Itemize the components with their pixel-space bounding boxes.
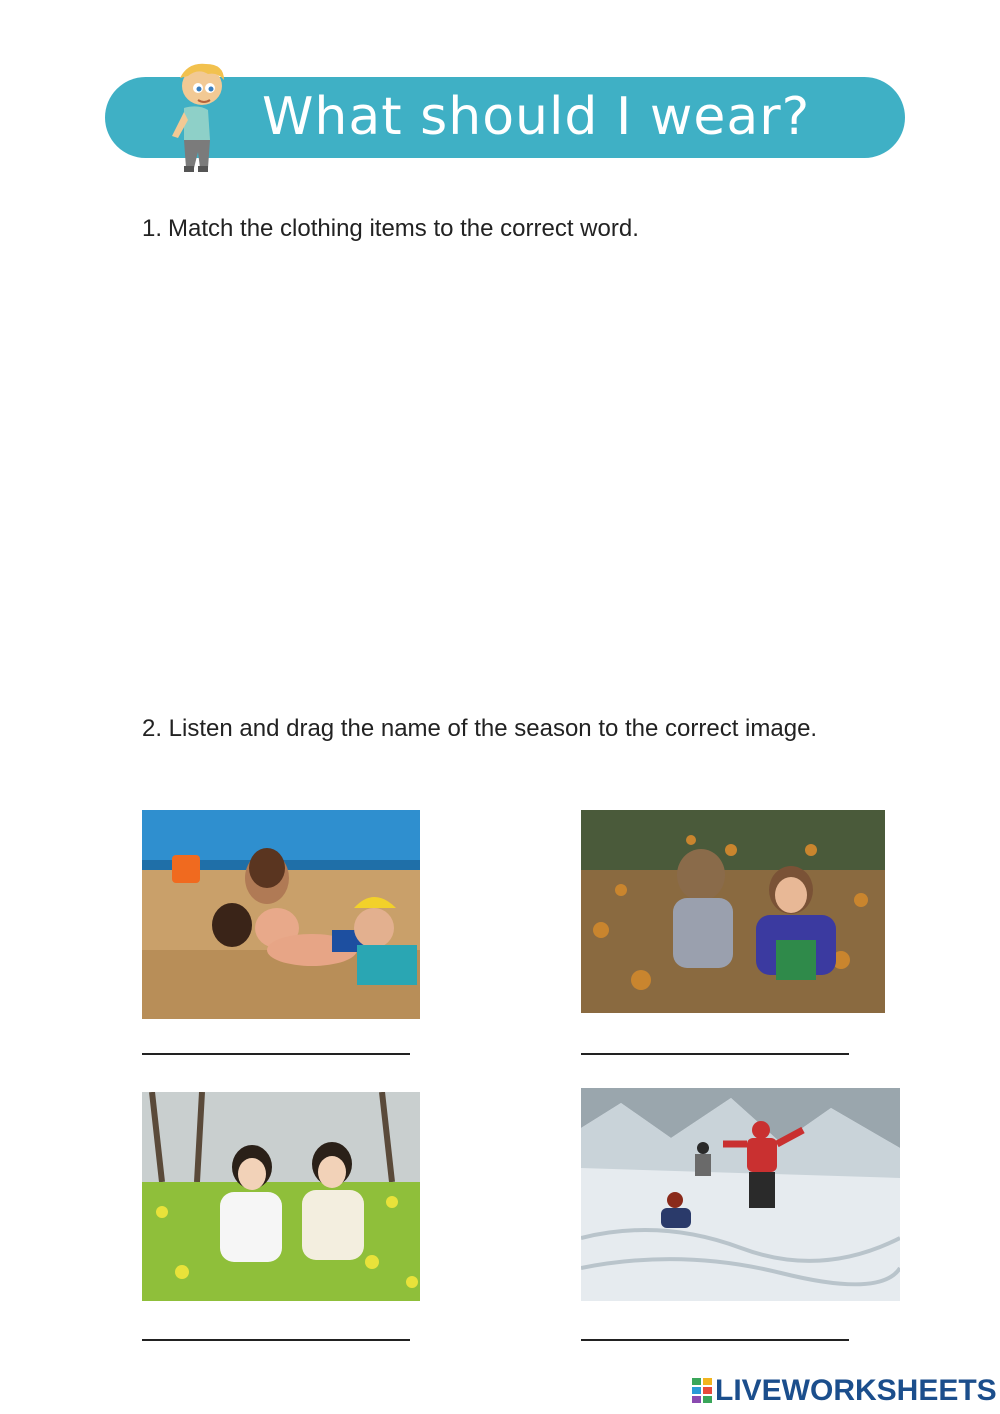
question-1-number: 1. xyxy=(142,215,163,242)
photo-snow-skiers xyxy=(581,1088,900,1301)
question-2-text: 2. Listen and drag the name of the season to the correct image. xyxy=(142,715,818,742)
photo-beach-children xyxy=(142,810,420,1019)
photo-flower-field-children xyxy=(142,1092,420,1301)
question-1 xyxy=(142,213,639,245)
boy-illustration xyxy=(158,60,238,185)
liveworksheets-logo-icon xyxy=(692,1378,712,1404)
liveworksheets-brand: LIVEWORKSHEETS xyxy=(715,1374,997,1407)
answer-line-3[interactable] xyxy=(142,1339,410,1341)
answer-line-2[interactable] xyxy=(581,1053,849,1055)
answer-line-1[interactable] xyxy=(142,1053,410,1055)
photo-leaves-children xyxy=(581,810,885,1013)
answer-line-4[interactable] xyxy=(581,1339,849,1341)
liveworksheets-logo xyxy=(692,1374,997,1408)
question-1-text: Match the clothing items to the correct word. xyxy=(168,215,639,242)
page-title: What should I wear? xyxy=(262,87,811,147)
